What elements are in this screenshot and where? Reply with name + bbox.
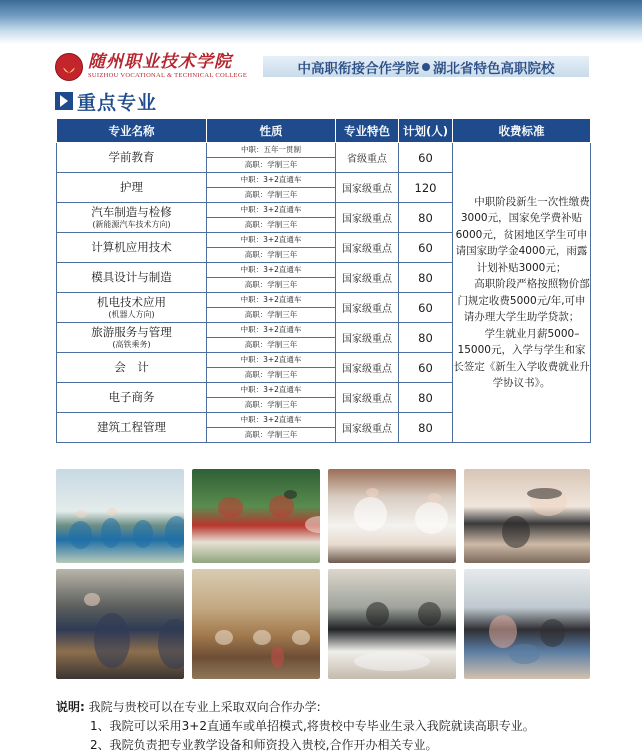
photo-figure [415,502,448,534]
header-feature: 专业特色 [336,119,399,143]
college-logo [55,52,247,82]
photo-figure [215,630,233,645]
notes-section [56,698,636,755]
photo-figure [284,490,297,499]
nature-zhong-cell: 中职：3+2直通车 [207,413,336,428]
photo-figure [366,602,389,626]
nature-gao-cell: 高职：学制三年 [207,248,336,263]
photo-figure [101,518,121,548]
plan-cell: 80 [399,413,453,443]
nature-gao-cell: 高职：学制三年 [207,188,336,203]
nature-zhong-cell: 中职：3+2直通车 [207,383,336,398]
photo-figure [489,615,517,648]
nature-zhong-cell: 中职：3+2直通车 [207,173,336,188]
photo-figure [94,613,130,668]
plan-cell: 80 [399,323,453,353]
major-name: 学前教育 [108,149,155,164]
major-name: 计算机应用技术 [91,239,172,254]
major-note: (机器人方向) [108,309,155,319]
major-name-cell [57,353,207,383]
notes-lead-text: 我院与贵校可以在专业上采取双向合作办学: [84,700,321,714]
major-name-cell [57,323,207,353]
photo-flight-attendants [56,469,184,563]
nature-zhong-cell: 中职：3+2直通车 [207,323,336,338]
photo-figure [527,488,562,499]
header-fee: 收费标准 [453,119,591,143]
photo-robotics-lab [464,569,590,679]
slogan-right: 湖北省特色高职院校 [433,60,555,77]
plan-cell: 60 [399,293,453,323]
photo-figure [366,488,379,497]
college-name-en: SUIZHOU VOCATIONAL & TECHNICAL COLLEGE [88,72,248,80]
nature-zhong-cell: 中职：五年一贯制 [207,143,336,158]
feature-cell: 国家级重点 [336,293,399,323]
photo-figure [305,516,320,533]
nature-zhong-cell: 中职：3+2直通车 [207,233,336,248]
feature-cell: 国家级重点 [336,413,399,443]
fee-paragraph: 学生就业月薪5000–15000元，入学与学生和家长签定《新生入学收费就业升学协议书》。 [453,327,590,389]
nature-gao-cell: 高职：学制三年 [207,218,336,233]
photo-figure [540,619,565,648]
major-name: 旅游服务与管理 [91,325,172,340]
major-name: 汽车制造与检修 [91,205,172,220]
plan-cell: 60 [399,233,453,263]
nature-gao-cell: 高职：学制三年 [207,398,336,413]
majors-table [56,118,591,443]
photo-yoga-hall [192,569,320,679]
photo-figure [165,516,184,548]
major-name: 电子商务 [108,389,155,404]
photo-figure [428,493,441,502]
bullet-dot-icon [422,63,430,71]
photo-figure [69,521,92,549]
header-major-name: 专业名称 [57,119,207,143]
photo-figure [218,497,244,518]
fee-paragraph: 高职阶段严格按照物价部门规定收费5000元/年,可申请办理大学生助学贷款； [457,278,590,323]
section-heading [55,89,157,113]
photo-figure [271,646,284,668]
major-name: 护理 [120,179,143,194]
feature-cell: 国家级重点 [336,323,399,353]
feature-cell: 国家级重点 [336,203,399,233]
plan-cell: 60 [399,353,453,383]
slogan-left: 中高职衔接合作学院 [297,60,419,77]
slogan-bar [263,56,589,77]
photo-figure [133,520,153,548]
notes-label: 说明: [56,700,85,714]
table-header-row [57,119,591,143]
photo-figure [76,510,86,518]
header-nature: 性质 [207,119,336,143]
nature-zhong-cell: 中职：3+2直通车 [207,293,336,308]
table-row [57,143,591,158]
major-name-cell [57,173,207,203]
section-title: 重点专业 [77,91,158,114]
nature-gao-cell: 高职：学制三年 [207,428,336,443]
nature-gao-cell: 高职：学制三年 [207,338,336,353]
plan-cell: 120 [399,173,453,203]
feature-cell: 国家级重点 [336,353,399,383]
plan-cell: 80 [399,203,453,233]
fee-paragraph: 中职阶段新生一次性缴费3000元，国家免学费补贴6000元，贫困地区学生可申请国家助学金4000元，雨露计划补贴3000元； [455,195,590,274]
notes-lead [56,698,636,717]
college-name-cn: 随州职业技术学院 [88,52,232,73]
feature-cell: 省级重点 [336,143,399,173]
major-name: 模具设计与制造 [91,269,172,284]
photo-figure [84,593,99,606]
header-plan: 计划(人) [399,119,453,143]
photo-figure [107,508,117,516]
photo-figure [418,602,441,626]
notes-item: 2、我院负责把专业教学设备和师资投入贵校,合作开办相关专业。 [90,738,438,752]
college-name [88,54,247,80]
notes-item: 1、我院可以采用3+2直通车或单招模式,将贵校中专毕业生录入我院就读高职专业。 [90,719,535,733]
major-name: 机电技术应用 [97,295,166,310]
nature-gao-cell: 高职：学制三年 [207,278,336,293]
major-name-cell [57,263,207,293]
photo-outdoor-students [192,469,320,563]
major-name-cell [57,233,207,263]
photo-piano-room [328,569,456,679]
feature-cell: 国家级重点 [336,263,399,293]
nature-gao-cell: 高职：学制三年 [207,308,336,323]
photo-nursing-class [328,469,456,563]
photo-figure [502,516,530,548]
major-name-cell [57,413,207,443]
major-name-cell [57,383,207,413]
major-name-cell [57,203,207,233]
top-sky-banner [0,0,642,44]
feature-cell: 国家级重点 [336,383,399,413]
photo-figure [509,644,539,664]
nature-zhong-cell: 中职：3+2直通车 [207,203,336,218]
photo-figure [253,630,271,645]
plan-cell: 80 [399,263,453,293]
photo-figure [292,630,310,645]
major-name-cell [57,143,207,173]
photo-figure [354,652,431,672]
nature-gao-cell: 高职：学制三年 [207,158,336,173]
photo-microscope-lab [464,469,590,563]
major-note: (高铁乘务) [112,339,151,349]
feature-cell: 国家级重点 [336,173,399,203]
major-name-cell [57,293,207,323]
photo-figure [158,619,184,670]
nature-zhong-cell: 中职：3+2直通车 [207,263,336,278]
major-note: (新能源汽车技术方向) [92,219,171,229]
fee-standard-cell [453,143,591,443]
major-name: 建筑工程管理 [97,419,166,434]
plan-cell: 80 [399,383,453,413]
nature-gao-cell: 高职：学制三年 [207,368,336,383]
photo-figure [354,497,387,531]
nature-zhong-cell: 中职：3+2直通车 [207,353,336,368]
arrow-right-icon [55,92,73,110]
feature-cell: 国家级重点 [336,233,399,263]
plan-cell: 60 [399,143,453,173]
college-seal-icon [55,53,83,81]
major-name: 会 计 [114,359,149,374]
photo-workshop [56,569,184,679]
